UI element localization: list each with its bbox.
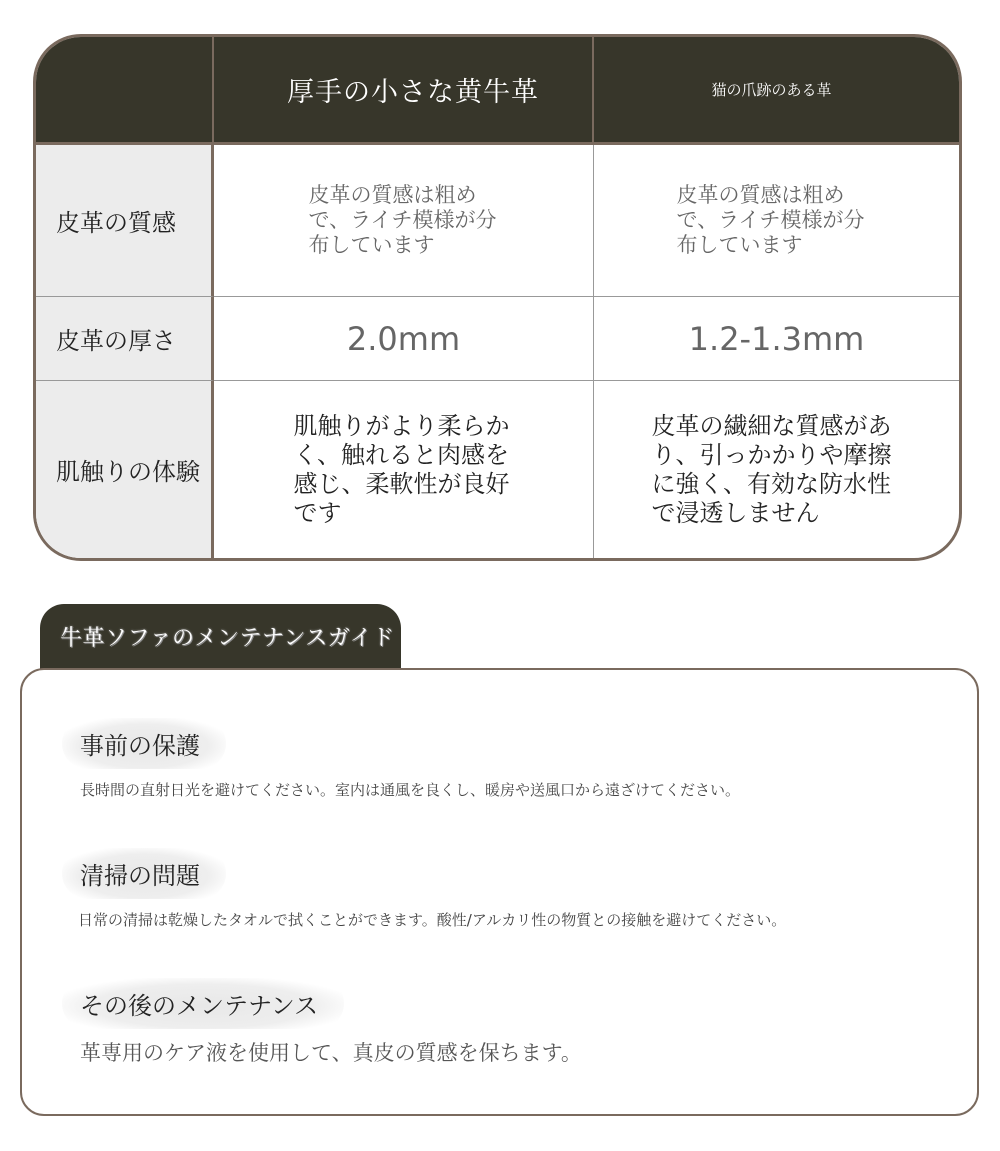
guide-section-heading-pill — [62, 978, 344, 1029]
guide-section-text: 革専用のケア液を使用して、真皮の質感を保ちます。 — [80, 1041, 582, 1065]
cell-touch-thick — [214, 381, 594, 558]
comparison-table — [33, 34, 962, 561]
guide-section-heading-pill — [62, 848, 226, 899]
cell-thickness-thick-text: 2.0mm — [346, 319, 461, 358]
header-cat-scratch-leather — [594, 37, 959, 145]
row-label-touch: 肌触りの体験 — [36, 381, 214, 558]
guide-section-protection — [62, 718, 740, 800]
cell-thickness-cat — [594, 297, 959, 381]
cell-texture-thick-text: 皮革の質感は粗めで、ライチ模様が分布しています — [308, 183, 497, 257]
cell-touch-thick-text: 肌触りがより柔らかく、触れると肉感を感じ、柔軟性が良好です — [293, 411, 510, 527]
cell-texture-cat-text: 皮革の質感は粗めで、ライチ模様が分布しています — [676, 183, 865, 257]
guide-section-aftercare — [62, 978, 582, 1067]
guide-section-heading: 清掃の問題 — [80, 862, 200, 890]
guide-section-cleaning — [62, 848, 786, 930]
cell-touch-cat — [594, 381, 959, 558]
cell-thickness-thick — [214, 297, 594, 381]
guide-section-text: 日常の清掃は乾燥したタオルで拭くことができます。酸性/アルカリ性の物質との接触を避けてください。 — [78, 911, 787, 929]
cell-texture-thick — [214, 145, 594, 297]
guide-title: 牛革ソファのメンテナンスガイド — [60, 626, 395, 651]
row-label-texture: 皮革の質感 — [36, 145, 214, 297]
header-cat-scratch-leather-label: 猫の爪跡のある革 — [711, 81, 832, 99]
cell-texture-cat — [594, 145, 959, 297]
header-thick-leather — [214, 37, 594, 145]
header-thick-leather-label: 厚手の小さな黄牛革 — [287, 77, 539, 108]
guide-section-heading-pill — [62, 718, 226, 769]
cell-touch-cat-text: 皮革の繊細な質感があり、引っかかりや摩擦に強く、有効な防水性で浸透しません — [651, 411, 892, 527]
guide-panel — [20, 668, 979, 1116]
cell-thickness-cat-text: 1.2-1.3mm — [688, 319, 865, 358]
guide-section-text: 長時間の直射日光を避けてください。室内は通風を良くし、暖房や送風口から遠ざけてください。 — [80, 781, 741, 799]
header-empty-cell — [36, 37, 214, 145]
guide-section-heading: その後のメンテナンス — [80, 992, 319, 1020]
guide-section-heading: 事前の保護 — [80, 732, 200, 760]
row-label-thickness: 皮革の厚さ — [36, 297, 214, 381]
